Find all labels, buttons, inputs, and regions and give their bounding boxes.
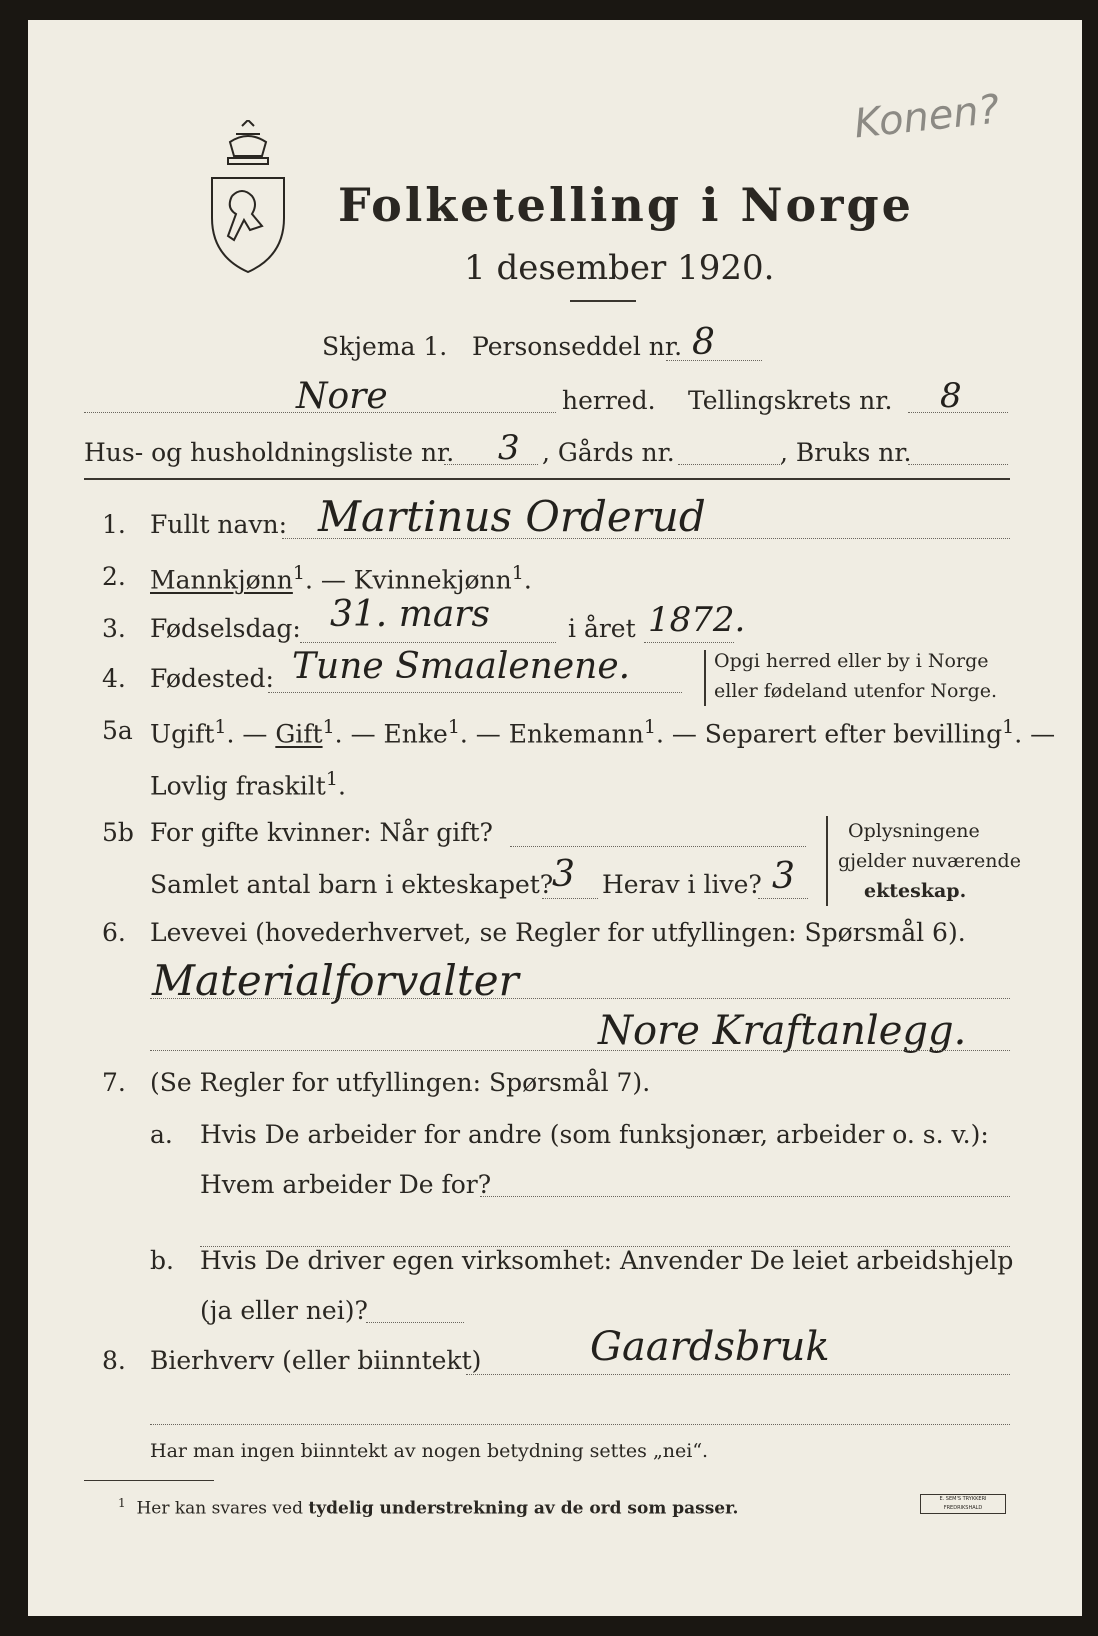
q3-number: 3. [102, 614, 126, 643]
q3-label: Fødselsdag: [150, 614, 301, 643]
herred-label: herred. [562, 386, 656, 415]
q5a-number: 5a [102, 716, 133, 745]
q5a-line2 [150, 768, 346, 800]
q4-note-2: eller fødeland utenfor Norge. [714, 680, 998, 702]
children-value[interactable]: 3 [552, 854, 575, 895]
q3-year-line [644, 642, 734, 643]
birthday-value[interactable]: 31. mars [330, 594, 490, 635]
form-title: Folketelling i Norge [338, 178, 914, 232]
occupation-value-2[interactable]: Nore Kraftanlegg. [598, 1008, 967, 1054]
q8-number: 8. [102, 1346, 126, 1375]
q3-day-line [300, 642, 556, 643]
q7a-line-1 [480, 1196, 1010, 1197]
q5b-label-2: Samlet antal barn i ekteskapet? [150, 870, 554, 899]
bruks-line [908, 464, 1008, 465]
hus-value[interactable]: 3 [498, 428, 520, 468]
footnote-rule [84, 1480, 214, 1481]
q4-note-1: Opgi herred eller by i Norge [714, 650, 989, 672]
q2-number: 2. [102, 562, 126, 591]
full-name-value[interactable]: Martinus Orderud [318, 492, 706, 541]
q4-number: 4. [102, 664, 126, 693]
children-alive-value[interactable]: 3 [772, 856, 795, 897]
census-form-page [28, 20, 1082, 1616]
birth-year-value[interactable]: 1872. [648, 600, 746, 640]
secondary-occupation-value[interactable]: Gaardsbruk [590, 1324, 830, 1370]
q7a-letter: a. [150, 1120, 173, 1149]
printer-stamp-text: E. SEM'S TRYKKERI FREDRIKSHALD [939, 1496, 987, 1511]
title-rule [570, 300, 636, 302]
q5a-mark-3: 1 [447, 716, 460, 738]
q1-label: Fullt navn: [150, 510, 288, 539]
unmarried-option[interactable]: Ugift [150, 719, 215, 749]
separated-option[interactable]: . — Separert efter bevilling [655, 719, 1003, 749]
personseddel-label: Personseddel nr. [472, 332, 683, 361]
q2-footnote-mark-2: 1 [511, 562, 524, 584]
q2-gender [150, 562, 532, 594]
hus-label: Hus- og husholdningsliste nr. [84, 438, 455, 467]
q8-line [466, 1374, 1010, 1375]
q7a-question: Hvem arbeider De for? [200, 1170, 492, 1199]
gards-label: , Gårds nr. [542, 438, 675, 467]
q5b-barn-line [542, 898, 598, 899]
q5b-live-line [758, 898, 808, 899]
herred-value[interactable]: Nore [296, 376, 388, 417]
q7a-text: Hvis De arbeider for andre (som funksjonær, arbeider o. s. v.): [200, 1120, 989, 1149]
q6-label: Levevei (hovederhvervet, se Regler for utfyllingen: Spørsmål 6). [150, 918, 966, 947]
footnote-mark: 1 [118, 1496, 126, 1510]
q5a-options [150, 716, 1055, 748]
q4-bracket [704, 650, 706, 706]
q3-year-label: i året [568, 614, 636, 643]
q7b-letter: b. [150, 1246, 174, 1275]
income-note: Har man ingen biinntekt av nogen betydning settes „nei“. [150, 1440, 709, 1462]
printer-stamp [920, 1494, 1006, 1514]
gards-line [678, 464, 782, 465]
q6-line-1 [150, 998, 1010, 999]
q5b-number: 5b [102, 818, 134, 847]
q5a-mark-2: 1 [322, 716, 335, 738]
q5b-label-1: For gifte kvinner: Når gift? [150, 818, 493, 847]
widower-option[interactable]: . — Enkemann [459, 719, 644, 749]
q5b-when-line [510, 846, 806, 847]
coat-of-arms-icon [206, 120, 290, 276]
skjema-label: Skjema 1. [322, 332, 448, 361]
q5a-mark-4: 1 [643, 716, 656, 738]
q2-footnote-mark-1: 1 [292, 562, 305, 584]
q5a-mark-6: 1 [325, 768, 338, 790]
divorced-option[interactable]: Lovlig fraskilt [150, 771, 326, 801]
q5a-sep-1: . — [226, 719, 276, 749]
occupation-value-1[interactable]: Materialforvalter [152, 956, 519, 1005]
q5a-sep-end: . — [1014, 719, 1056, 749]
q5b-live-label: Herav i live? [602, 870, 762, 899]
q5b-note-1: Oplysningene [848, 820, 980, 842]
q4-label: Fødested: [150, 664, 274, 693]
census-date: 1 desember 1920. [464, 248, 775, 288]
q7-label: (Se Regler for utfyllingen: Spørsmål 7). [150, 1068, 651, 1097]
female-option[interactable]: . — Kvinnekjønn [304, 565, 512, 595]
q7b-text: Hvis De driver egen virksomhet: Anvender De leiet arbeidshjelp [200, 1246, 1014, 1275]
q8-label: Bierhverv (eller biinntekt) [150, 1346, 482, 1375]
footnote-text-a: Her kan svares ved [136, 1498, 309, 1519]
q7b-line [366, 1322, 464, 1323]
q6-number: 6. [102, 918, 126, 947]
q1-number: 1. [102, 510, 126, 539]
q8-line-2 [150, 1424, 1010, 1425]
header-divider [84, 478, 1010, 480]
q5a-line2-end: . [337, 771, 346, 801]
q5b-note-3: ekteskap. [864, 880, 967, 902]
q5b-bracket [826, 816, 828, 906]
footnote [118, 1496, 738, 1519]
personseddel-value[interactable]: 8 [692, 322, 715, 363]
tellingskrets-label: Tellingskrets nr. [688, 386, 893, 415]
tellingskrets-value[interactable]: 8 [940, 376, 962, 416]
q2-end: . [523, 565, 532, 595]
widow-option[interactable]: . — Enke [334, 719, 448, 749]
bruks-label: , Bruks nr. [780, 438, 912, 467]
q7-number: 7. [102, 1068, 126, 1097]
footnote-text-b: tydelig understrekning av de ord som passer. [308, 1498, 739, 1519]
q6-line-2 [150, 1050, 1010, 1051]
q5a-mark-1: 1 [214, 716, 227, 738]
q7b-question: (ja eller nei)? [200, 1296, 368, 1325]
hus-line [444, 464, 538, 465]
birthplace-value[interactable]: Tune Smaalenene. [292, 646, 631, 687]
q5a-mark-5: 1 [1002, 716, 1015, 738]
corner-pencil-note: Konen? [851, 86, 1002, 148]
q5b-note-2: gjelder nuværende [838, 850, 1021, 872]
q4-line [268, 692, 682, 693]
married-option[interactable]: Gift [275, 719, 323, 749]
male-option[interactable]: Mannkjønn [150, 565, 293, 595]
